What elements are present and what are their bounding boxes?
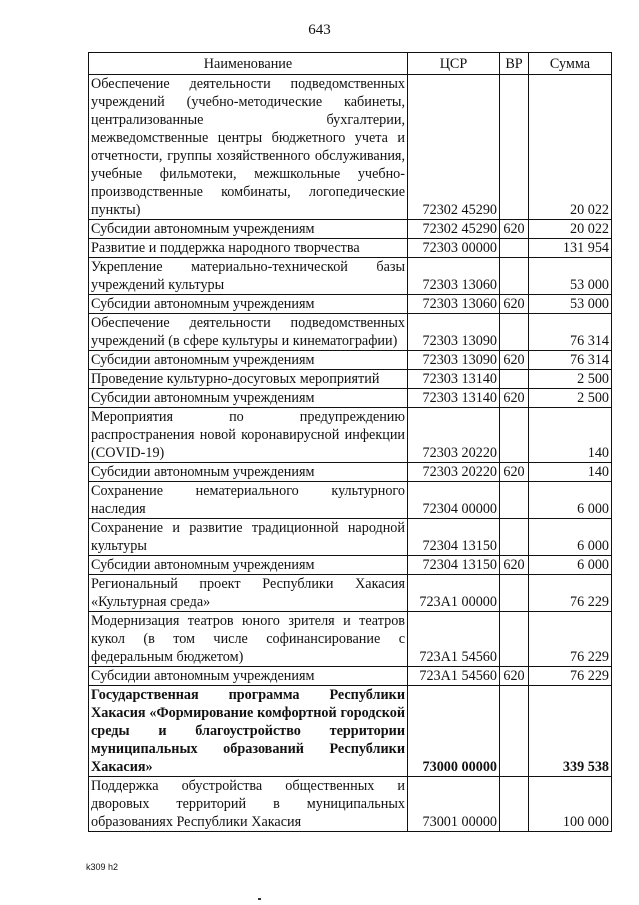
row-name: Развитие и поддержка народного творчества [89,239,408,258]
row-vr-code [500,777,529,832]
row-csr-code: 72303 13090 [408,351,500,370]
row-sum: 53 000 [529,295,612,314]
row-sum: 140 [529,408,612,463]
row-sum: 76 229 [529,667,612,686]
row-sum: 76 229 [529,612,612,667]
row-name: Сохранение нематериального культурного наследия [89,482,408,519]
table-row [89,389,612,408]
row-sum: 20 022 [529,220,612,239]
row-csr-code: 73000 00000 [408,686,500,777]
table-row [89,482,612,519]
row-csr-code: 72303 13060 [408,258,500,295]
row-vr-code: 620 [500,389,529,408]
row-vr-code: 620 [500,220,529,239]
row-vr-code [500,370,529,389]
row-name: Поддержка обустройства общественных и дворовых территорий в муниципальных образованиях Республики Хакасия [89,777,408,832]
row-csr-code: 72302 45290 [408,75,500,220]
row-csr-code: 723A1 54560 [408,667,500,686]
row-sum: 339 538 [529,686,612,777]
row-csr-code: 72302 45290 [408,220,500,239]
row-vr-code [500,239,529,258]
table-row [89,258,612,295]
row-vr-code: 620 [500,667,529,686]
table-row [89,575,612,612]
table-row [89,408,612,463]
table-row [89,239,612,258]
row-vr-code [500,408,529,463]
scan-speck [258,898,261,900]
row-name: Субсидии автономным учреждениям [89,667,408,686]
table-row [89,370,612,389]
table-header-row [89,53,612,75]
table-row [89,295,612,314]
row-sum: 100 000 [529,777,612,832]
row-csr-code: 72303 13140 [408,370,500,389]
header-vr: ВР [500,53,529,75]
row-vr-code [500,314,529,351]
row-vr-code [500,612,529,667]
table-row [89,463,612,482]
row-name: Обеспечение деятельности подведомственных учреждений (учебно-методические кабинеты, централизованные бухгалтерии, межведомственные центры бюджетного учета и отчетности, группы хозяйственного обслуживания, учебные фильмотеки, межшкольные учебно-производственные комбинаты, логопедические пункты) [89,75,408,220]
page-number: 643 [308,22,331,38]
table-row [89,667,612,686]
table-row [89,777,612,832]
row-csr-code: 723A1 54560 [408,612,500,667]
row-csr-code: 72303 13060 [408,295,500,314]
row-vr-code [500,258,529,295]
row-vr-code [500,482,529,519]
row-name: Сохранение и развитие традиционной народной культуры [89,519,408,556]
header-sum: Сумма [529,53,612,75]
row-name: Субсидии автономным учреждениям [89,351,408,370]
row-csr-code: 72304 00000 [408,482,500,519]
table-row [89,75,612,220]
row-sum: 2 500 [529,370,612,389]
row-name: Обеспечение деятельности подведомственных учреждений (в сфере культуры и кинематографии) [89,314,408,351]
row-csr-code: 72303 20220 [408,463,500,482]
row-vr-code: 620 [500,463,529,482]
row-csr-code: 72303 13140 [408,389,500,408]
row-vr-code [500,75,529,220]
footer-code: k309 h2 [86,862,119,872]
row-name: Субсидии автономным учреждениям [89,220,408,239]
row-name: Модернизация театров юного зрителя и театров кукол (в том числе софинансирование с федеральным бюджетом) [89,612,408,667]
row-name: Мероприятия по предупреждению распространения новой коронавирусной инфекции (COVID-19) [89,408,408,463]
table-row [89,220,612,239]
table-row [89,686,612,777]
row-name: Субсидии автономным учреждениям [89,295,408,314]
row-vr-code [500,519,529,556]
table-row [89,519,612,556]
row-sum: 76 229 [529,575,612,612]
row-sum: 53 000 [529,258,612,295]
row-csr-code: 73001 00000 [408,777,500,832]
row-vr-code [500,575,529,612]
row-sum: 6 000 [529,556,612,575]
row-sum: 140 [529,463,612,482]
row-name: Проведение культурно-досуговых мероприятий [89,370,408,389]
row-csr-code: 72304 13150 [408,519,500,556]
row-sum: 6 000 [529,482,612,519]
header-csr: ЦСР [408,53,500,75]
row-sum: 20 022 [529,75,612,220]
row-csr-code: 723A1 00000 [408,575,500,612]
row-name: Субсидии автономным учреждениям [89,556,408,575]
row-csr-code: 72304 13150 [408,556,500,575]
row-sum: 76 314 [529,314,612,351]
table-row [89,351,612,370]
row-sum: 6 000 [529,519,612,556]
row-csr-code: 72303 00000 [408,239,500,258]
row-csr-code: 72303 13090 [408,314,500,351]
row-name: Укрепление материально-технической базы учреждений культуры [89,258,408,295]
row-name: Государственная программа Республики Хакасия «Формирование комфортной городской среды и благоустройство территории муниципальных образований Республики Хакасия» [89,686,408,777]
table-body [89,75,612,832]
row-sum: 76 314 [529,351,612,370]
budget-table [88,52,612,832]
row-name: Региональный проект Республики Хакасия «Культурная среда» [89,575,408,612]
table-row [89,556,612,575]
table-row [89,612,612,667]
table-row [89,314,612,351]
row-vr-code [500,686,529,777]
row-vr-code: 620 [500,351,529,370]
row-sum: 131 954 [529,239,612,258]
header-name: Наименование [89,53,408,75]
row-vr-code: 620 [500,556,529,575]
row-name: Субсидии автономным учреждениям [89,463,408,482]
row-vr-code: 620 [500,295,529,314]
row-csr-code: 72303 20220 [408,408,500,463]
row-sum: 2 500 [529,389,612,408]
row-name: Субсидии автономным учреждениям [89,389,408,408]
